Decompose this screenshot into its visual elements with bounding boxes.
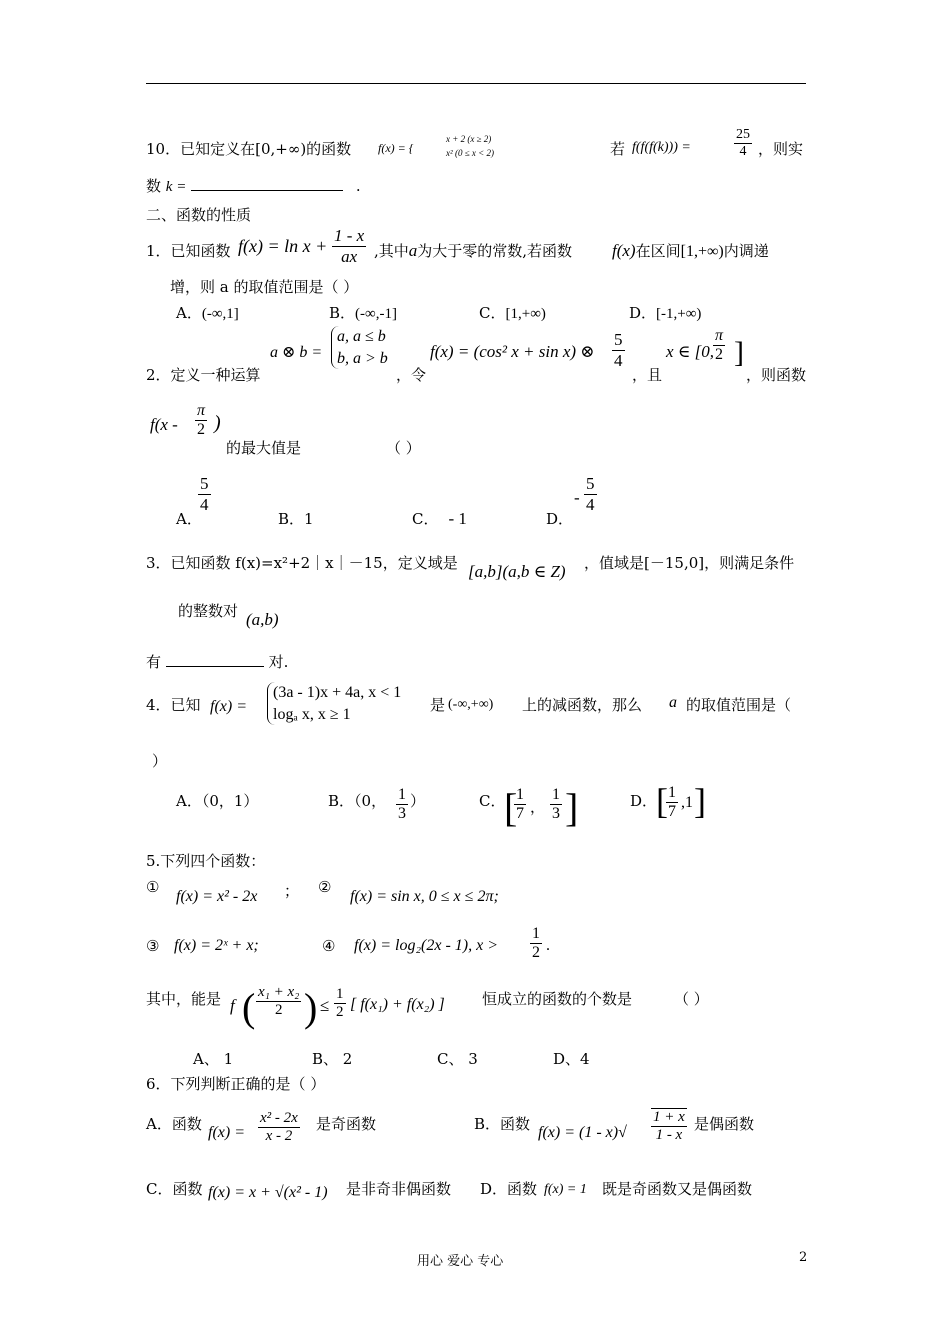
q4-option-a[interactable]: A．（0，1） xyxy=(176,792,259,810)
q6-c-text: 是非奇非偶函数 xyxy=(346,1180,452,1198)
q2-option-d-num: 5 xyxy=(586,474,595,493)
q4-label: 4．已知 xyxy=(146,696,201,714)
q6-a-text: 是奇函数 xyxy=(316,1115,377,1133)
q2-option-a[interactable]: A． xyxy=(176,510,202,528)
q10-answer-blank[interactable] xyxy=(191,176,343,191)
q10-case2: x² (0 ≤ x < 2) xyxy=(446,148,494,158)
q2-option-d[interactable]: D． xyxy=(546,510,574,528)
q4-option-d-lbrk: [ xyxy=(656,781,668,821)
q5-cond-den: 2 xyxy=(274,1002,283,1019)
q2-f2-close: ) xyxy=(214,412,221,434)
q10-end: . xyxy=(355,177,361,195)
q4-option-b-num: 1 xyxy=(396,786,408,805)
page-number: 2 xyxy=(799,1250,808,1265)
q6-b-text: 是偶函数 xyxy=(694,1115,755,1133)
q3-line1a: 3．已知函数 f(x)=x²+2｜x｜－15，定义域是 xyxy=(146,554,458,572)
q5-option-b[interactable]: B、 2 xyxy=(312,1050,353,1068)
q6-title: 6．下列判断正确的是（ ） xyxy=(146,1075,326,1093)
q10-den: 4 xyxy=(739,144,747,160)
q1-option-c-label: C． xyxy=(479,304,506,322)
q2-case2: b, a > b xyxy=(337,349,388,367)
q2-xin: x ∈ [0, xyxy=(666,342,714,361)
q4-option-c-d2: 3 xyxy=(552,805,560,823)
q2-fraction xyxy=(612,330,625,370)
q1-option-d[interactable] xyxy=(629,302,701,323)
q4-case1: (3a - 1)x + 4a, x < 1 xyxy=(273,684,402,701)
q10-k: k = xyxy=(165,179,187,195)
q1-fraction xyxy=(332,226,366,266)
q2-two: 2 xyxy=(715,346,723,364)
q4-line2: ） xyxy=(152,752,168,770)
q4-option-c-frac1 xyxy=(514,786,526,824)
q1-option-b-value: (-∞,-1] xyxy=(355,306,397,322)
q6-option-a[interactable]: A．函数 xyxy=(146,1115,202,1133)
q4-option-c[interactable]: C． xyxy=(479,792,506,810)
q2-max: 的最大值是 xyxy=(226,439,302,457)
q1-line2: 增，则 a 的取值范围是（ ） xyxy=(170,278,359,296)
q4-option-c-n1: 1 xyxy=(514,786,526,805)
q5-cond-rparen: ) xyxy=(304,985,318,1030)
q1-line1b xyxy=(374,240,572,261)
q10-shu: 数 xyxy=(146,177,162,195)
q4-f: f(x) = xyxy=(210,698,247,715)
q4-text-d: 的取值范围是（ xyxy=(686,696,792,714)
q2-cases xyxy=(331,326,388,369)
q4-option-b-den: 3 xyxy=(398,805,406,823)
q2-ling: ，令 xyxy=(396,366,427,384)
q3-pair: (a,b) xyxy=(246,610,279,629)
q6-a-f: f(x) = xyxy=(208,1124,245,1141)
q4-cases xyxy=(267,682,401,725)
q2-label: 2．定义一种运算 xyxy=(146,366,261,384)
q1-option-a-label: A． xyxy=(176,304,202,322)
q5-f4: f(x) = log₂(2x - 1), x > xyxy=(354,937,498,954)
q10-line2 xyxy=(146,175,361,196)
q2-f2-two: 2 xyxy=(197,421,205,439)
q5-f4-end: . xyxy=(546,937,550,954)
q2-num: 5 xyxy=(614,330,623,349)
q4-option-d-frac xyxy=(666,784,678,822)
q5-cond-rest: [ f(x₁) + f(x₂) ] xyxy=(350,996,445,1013)
q5-circled-3: ③ xyxy=(146,937,160,955)
q4-option-c-n2: 1 xyxy=(550,786,562,805)
q10-case1: x + 2 (x ≥ 2) xyxy=(446,134,492,144)
q4-option-c-lbrk: [ xyxy=(504,785,518,830)
q5-title: 5.下列四个函数： xyxy=(146,852,266,870)
q4-range: (-∞,+∞) xyxy=(448,697,494,712)
q2-qie: ，且 xyxy=(632,366,663,384)
q6-d-text: 既是奇函数又是偶函数 xyxy=(602,1180,753,1198)
q10-num: 25 xyxy=(734,127,752,144)
q5-f1: f(x) = x² - 2x xyxy=(176,888,258,905)
section-title: 二、函数的性质 xyxy=(146,206,252,224)
q3-you: 有 xyxy=(146,653,162,671)
q4-text-c: 上的减函数，那么 xyxy=(522,696,643,714)
q6-b-num: 1 + x xyxy=(651,1109,687,1127)
q1-text-e: 内调递 xyxy=(723,242,769,260)
q1-option-b-label: B． xyxy=(329,304,356,322)
q4-option-b-close: ） xyxy=(410,792,426,810)
q1-line1 xyxy=(146,240,231,261)
q6-option-c[interactable]: C．函数 xyxy=(146,1180,203,1198)
q1-option-b[interactable] xyxy=(329,302,397,323)
q5-circled-4: ④ xyxy=(322,937,336,955)
q5-semicolon: ； xyxy=(284,882,300,900)
q1-f: f(x) = ln x + xyxy=(238,236,328,256)
q5-cond-num: x₁ + x₂ xyxy=(256,984,301,1002)
q10-mid: 若 xyxy=(610,140,626,158)
q3-domain: [a,b](a,b ∈ Z) xyxy=(468,562,566,581)
q4-option-d-rest: ,1 xyxy=(681,794,693,811)
q10-suffix: ，则实 xyxy=(758,140,804,158)
q2-f2: f(x - xyxy=(150,415,178,434)
q5-f4-fraction xyxy=(530,925,542,963)
q4-option-b[interactable]: B．（0， xyxy=(328,792,387,810)
q6-b-f: f(x) = (1 - x)√ xyxy=(538,1124,627,1141)
q4-option-c-frac2 xyxy=(550,786,562,824)
q6-a-fraction xyxy=(258,1110,300,1146)
q1-text-a: 1．已知函数 xyxy=(146,242,231,260)
q2-f2-pi: π xyxy=(195,402,207,421)
q2-close-bracket: ] xyxy=(734,336,744,369)
q6-a-den: x - 2 xyxy=(265,1128,293,1145)
q2-option-a-num: 5 xyxy=(200,474,209,493)
q5-cond-fraction xyxy=(256,984,301,1020)
q1-option-c[interactable] xyxy=(479,302,546,323)
q1-interval: [1,+∞) xyxy=(680,243,724,260)
q2-option-c-label: C． xyxy=(412,510,439,528)
q5-f2: f(x) = sin x, 0 ≤ x ≤ 2π; xyxy=(350,888,499,905)
q6-option-d[interactable]: D．函数 xyxy=(480,1180,538,1198)
q2-option-d-fraction xyxy=(584,474,597,514)
q1-line1c xyxy=(612,240,769,261)
q6-b-den: 1 - x xyxy=(655,1127,683,1144)
q5-cond-f: f xyxy=(230,996,235,1015)
q6-a-num: x² - 2x xyxy=(258,1110,300,1128)
footer-motto: 用心 爱心 专心 xyxy=(417,1254,504,1269)
q5-f4-den: 2 xyxy=(532,944,540,962)
q5-cond-le: ≤ xyxy=(320,996,330,1015)
q5-f3: f(x) = 2ˣ + x; xyxy=(174,937,259,954)
q10-prefix: 10．已知定义在[0,+∞)的函数 xyxy=(146,140,352,158)
q4-option-c-d1: 7 xyxy=(516,805,524,823)
q1-option-d-label: D． xyxy=(629,304,657,322)
q4-option-c-sep: ， xyxy=(530,798,546,816)
q6-c-f: f(x) = x + √(x² - 1) xyxy=(208,1184,328,1201)
q2-option-b[interactable]: B．1 xyxy=(278,510,314,528)
q1-option-d-value: [-1,+∞) xyxy=(656,306,702,322)
q2-paren: （ ） xyxy=(386,439,421,457)
q2-den: 4 xyxy=(614,350,623,370)
q3-line3 xyxy=(146,651,288,672)
q5-cond-lparen: ( xyxy=(242,985,256,1030)
q2-op: a ⊗ b = xyxy=(270,344,323,361)
q10-line1 xyxy=(146,138,351,159)
q5-cond-a: 其中，能是 xyxy=(146,990,222,1008)
q2-f: f(x) = (cos² x + sin x) ⊗ xyxy=(430,342,595,361)
q1-den: ax xyxy=(341,246,358,266)
q1-option-a[interactable] xyxy=(176,302,239,323)
q6-option-b[interactable]: B．函数 xyxy=(474,1115,531,1133)
q1-f2: f(x) xyxy=(612,241,636,260)
q2-pi: π xyxy=(713,327,725,346)
q1-text-c: 为大于零的常数,若函数 xyxy=(417,242,573,260)
header-rule xyxy=(146,83,806,84)
q4-avar: a xyxy=(669,694,677,711)
q3-line2: 的整数对 xyxy=(178,602,239,620)
q4-option-d[interactable]: D． xyxy=(630,792,658,810)
q5-option-d[interactable]: D、4 xyxy=(553,1050,590,1068)
q5-cond-half xyxy=(334,986,346,1022)
q3-line1b: ，值域是[－15,0]，则满足条件 xyxy=(584,554,795,572)
q2-f2-fraction xyxy=(195,402,207,440)
q2-option-a-den: 4 xyxy=(200,494,209,514)
q5-option-c[interactable]: C、 3 xyxy=(437,1050,478,1068)
q1-avar: a xyxy=(408,241,418,260)
q10-cond: f(f(f(k))) = xyxy=(632,140,691,155)
q3-answer-blank[interactable] xyxy=(166,652,264,667)
q4-option-d-rbrk: ] xyxy=(694,781,706,821)
q1-text-d: 在区间 xyxy=(635,242,681,260)
q2-then: ，则函数 xyxy=(746,366,807,384)
q2-option-c-value: - 1 xyxy=(448,509,467,528)
q4-option-c-rbrk: ] xyxy=(565,785,579,830)
q6-d-f: f(x) = 1 xyxy=(544,1182,587,1197)
q6-b-fraction xyxy=(651,1108,687,1145)
q4-option-d-n: 1 xyxy=(666,784,678,803)
q5-cond-hnum: 1 xyxy=(334,986,346,1004)
q10-fx: f(x) = { xyxy=(378,141,414,155)
q2-option-d-sign: - xyxy=(574,488,580,507)
q4-option-b-fraction xyxy=(396,786,408,824)
q1-text-b: ,其中 xyxy=(374,242,409,260)
q5-option-a[interactable]: A、 1 xyxy=(193,1050,234,1068)
q1-option-a-value: (-∞,1] xyxy=(201,306,239,322)
q4-shi: 是 xyxy=(430,696,446,714)
q2-option-c[interactable] xyxy=(412,508,467,529)
q2-option-a-fraction xyxy=(198,474,211,514)
q5-cond-hden: 2 xyxy=(336,1004,344,1021)
q2-case1: a, a ≤ b xyxy=(337,328,386,345)
q2-option-d-den: 4 xyxy=(586,494,595,514)
q4-option-d-d: 7 xyxy=(668,803,676,821)
q1-num: 1 - x xyxy=(334,226,365,245)
q10-fraction xyxy=(734,127,752,160)
q5-f4-num: 1 xyxy=(530,925,542,944)
q5-circled-1: ① xyxy=(146,878,160,896)
q5-paren: （ ） xyxy=(674,990,709,1008)
q2-pi-fraction xyxy=(713,327,725,365)
q4-case2: logₐ x, x ≥ 1 xyxy=(273,705,351,723)
q5-cond-b: 恒成立的函数的个数是 xyxy=(482,990,633,1008)
q3-dui: 对. xyxy=(268,653,289,671)
q5-circled-2: ② xyxy=(318,878,332,896)
q1-option-c-value: [1,+∞) xyxy=(505,306,546,322)
